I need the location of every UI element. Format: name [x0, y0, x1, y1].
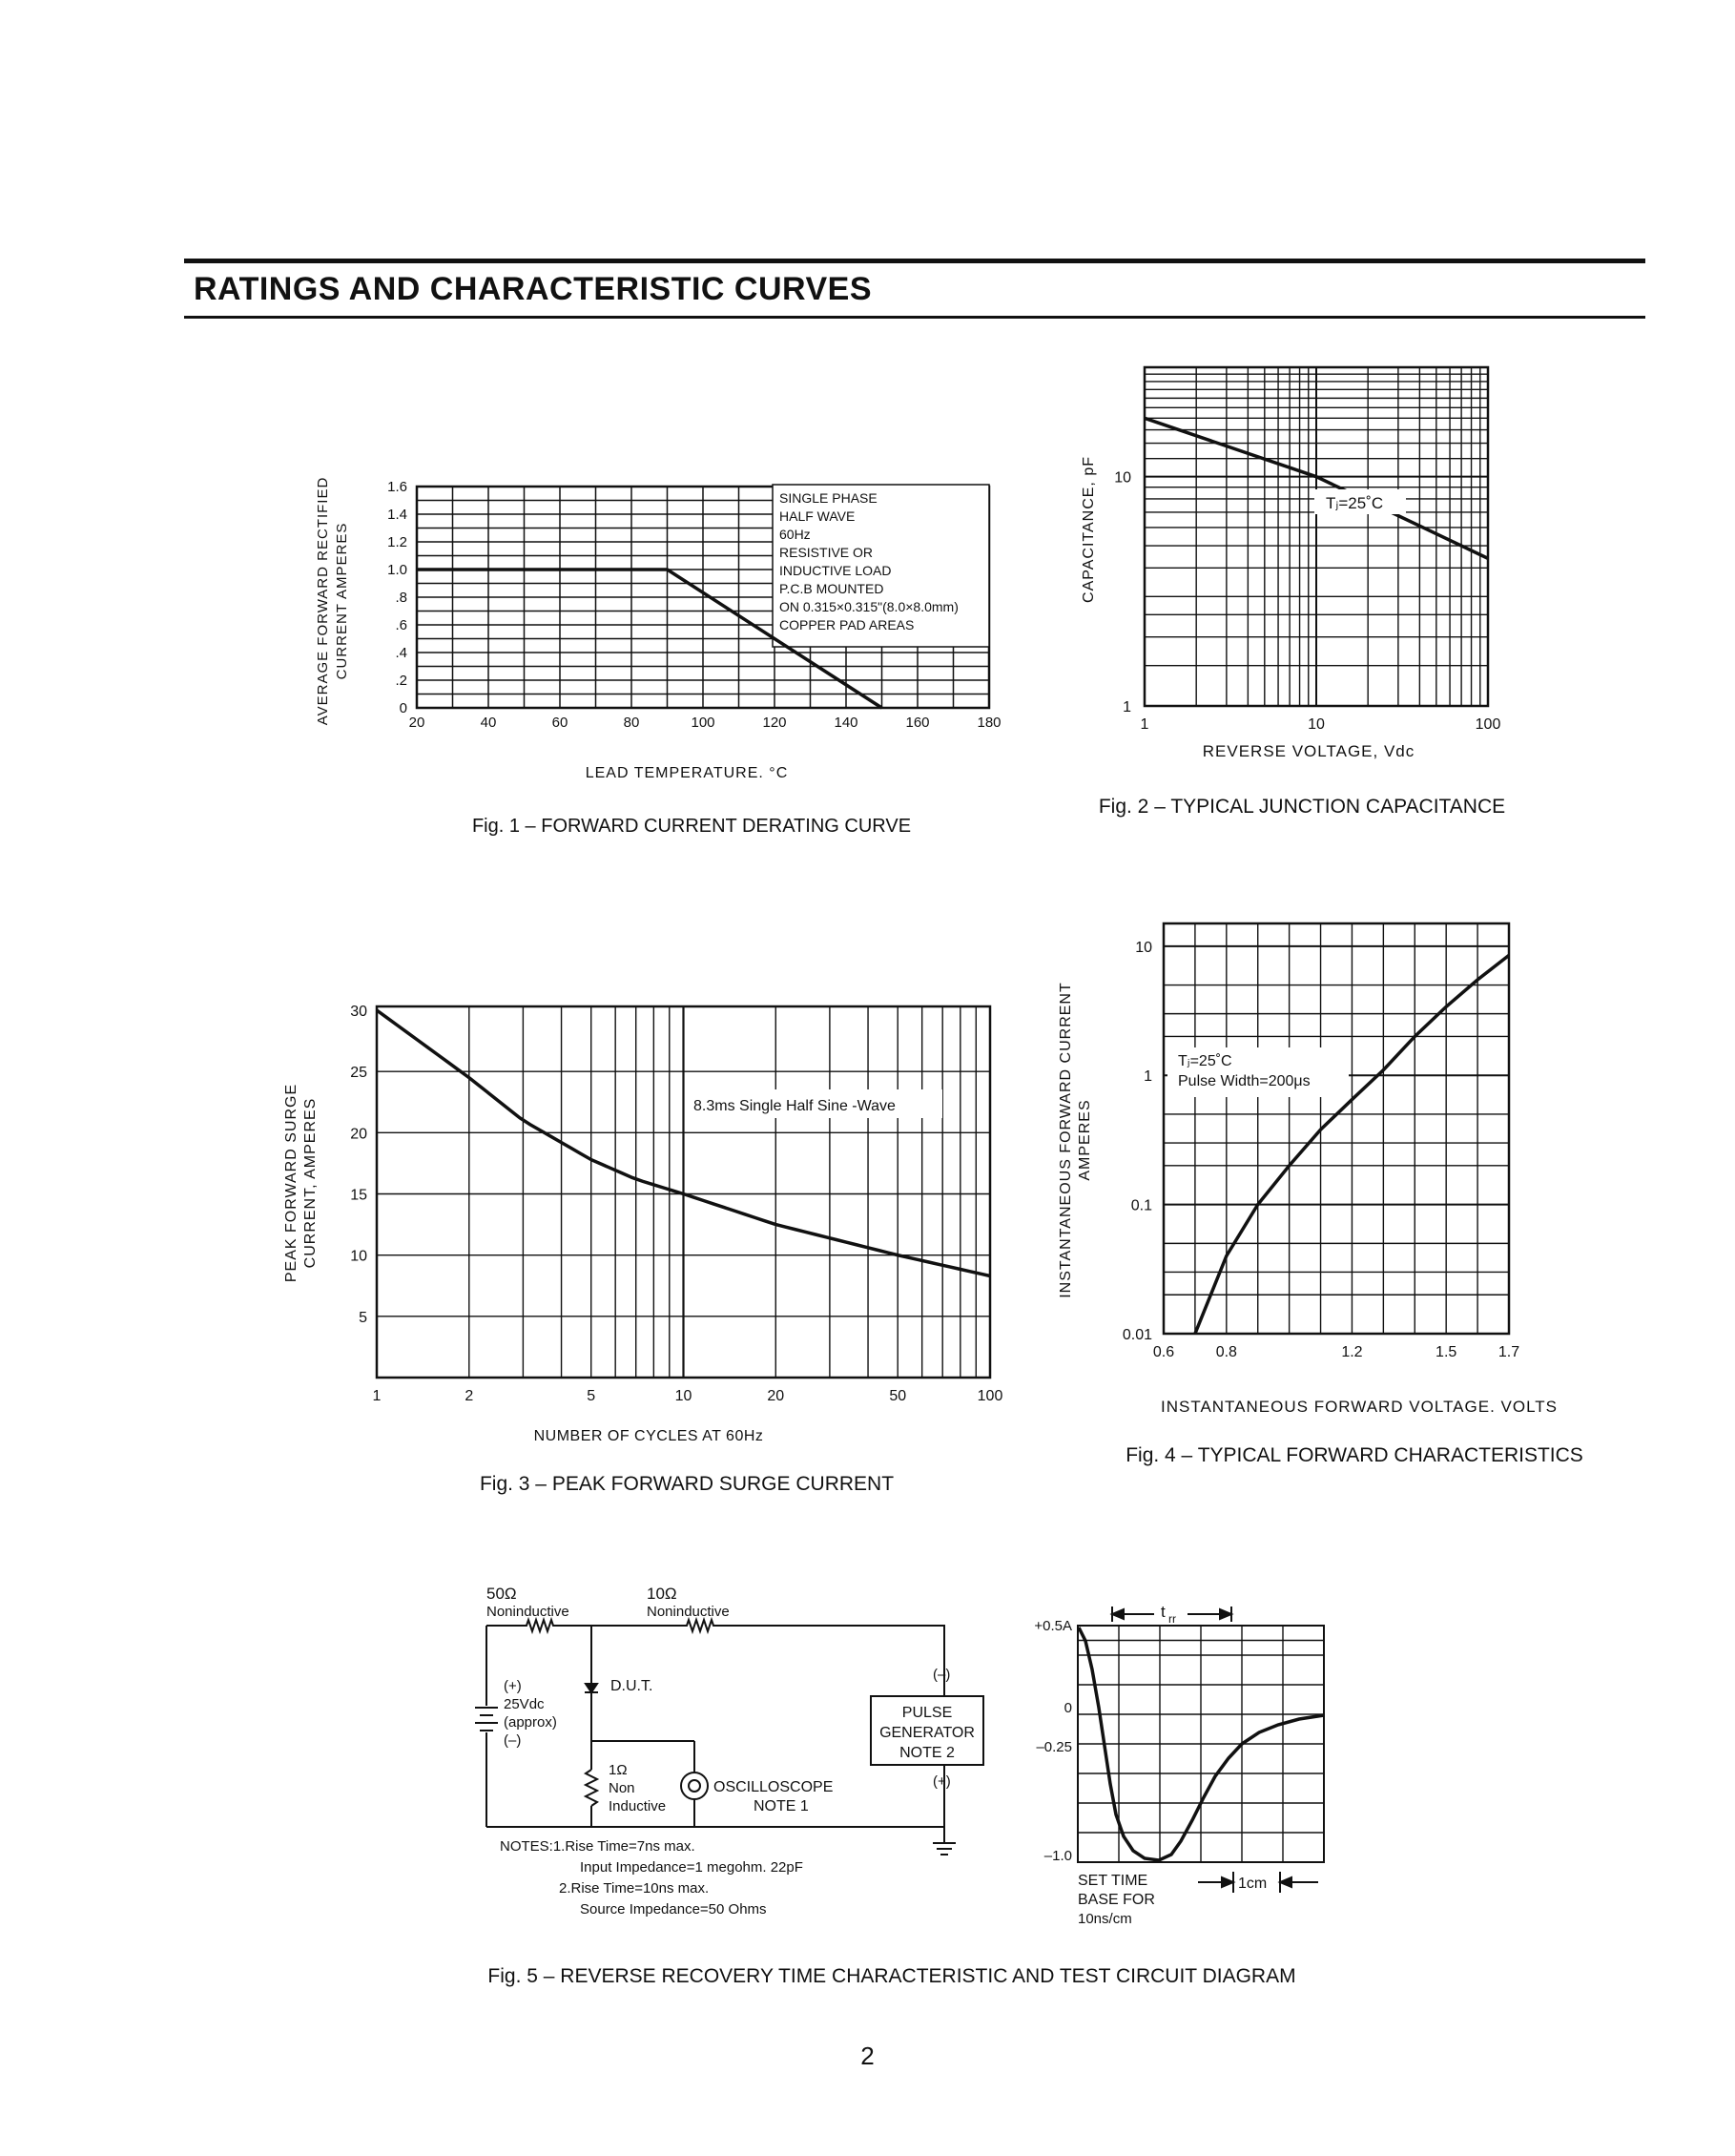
fig2-x-tick: 100 — [1475, 716, 1501, 733]
fig3-y-tick: 25 — [350, 1065, 367, 1082]
fig3-y-tick: 5 — [359, 1309, 367, 1326]
fig1-x-tick: 140 — [834, 715, 858, 731]
supply-minus: (–) — [504, 1732, 522, 1749]
fig3-x-tick: 20 — [767, 1388, 785, 1404]
fig4-annotation-1: Tⱼ=25˚C — [1178, 1053, 1232, 1069]
fig1-x-tick: 20 — [408, 715, 425, 731]
fig3-x-tick: 1 — [372, 1388, 382, 1404]
fig2-x-ticks — [1141, 716, 1501, 733]
fig1-caption: Fig. 1 – FORWARD CURRENT DERATING CURVE — [471, 816, 912, 837]
fig3-y-tick: 30 — [350, 1004, 367, 1020]
fig1-y-tick: .2 — [395, 673, 407, 689]
fig1-note: INDUCTIVE LOAD — [779, 563, 892, 578]
fig4-y-tick: 10 — [1135, 939, 1152, 956]
fig3-ylabel-1: PEAK FORWARD SURGE — [283, 1083, 299, 1283]
fig3-surge-chart — [277, 983, 1030, 1495]
wave-tick-minus025: –0.25 — [1036, 1739, 1072, 1755]
fig1-x-tick: 60 — [551, 715, 568, 731]
dut-label: D.U.T. — [610, 1678, 653, 1694]
fig3-x-tick: 10 — [674, 1388, 692, 1404]
r50-value: 50Ω — [486, 1585, 517, 1603]
fig4-y-ticks — [1123, 940, 1152, 1343]
fig4-ylabel-2: AMPERES — [1077, 1099, 1093, 1181]
fig3-y-tick: 15 — [350, 1187, 367, 1204]
pulse-gen-line3: NOTE 2 — [899, 1745, 955, 1761]
fig4-x-tick: 1.7 — [1497, 1344, 1520, 1360]
supply-voltage: 25Vdc — [504, 1696, 545, 1712]
fig4-annotation-2: Pulse Width=200μs — [1178, 1073, 1311, 1089]
fig1-x-tick: 40 — [480, 715, 497, 731]
set-time-3: 10ns/cm — [1078, 1911, 1132, 1927]
fig4-forward-chart — [1049, 916, 1583, 1469]
pulse-gen-line2: GENERATOR — [879, 1725, 975, 1741]
r1-line2: Non — [609, 1780, 635, 1796]
fig3-x-tick: 2 — [465, 1388, 474, 1404]
fig2-capacitance-chart — [1059, 358, 1555, 825]
fig3-grid — [377, 1006, 990, 1378]
fig1-y-tick: 0 — [399, 700, 407, 716]
fig3-x-ticks — [373, 1388, 1003, 1404]
fig3-y-tick: 20 — [350, 1126, 367, 1143]
note-1: NOTES:1.Rise Time=7ns max. — [500, 1838, 695, 1855]
fig1-y-tick: 1.6 — [387, 479, 407, 495]
fig1-note: SINGLE PHASE — [779, 490, 878, 506]
fig5-caption: Fig. 5 – REVERSE RECOVERY TIME CHARACTERISTIC AND TEST CIRCUIT DIAGRAM — [487, 1965, 1296, 1987]
fig1-note: HALF WAVE — [779, 508, 856, 524]
pulse-minus-label: (–) — [933, 1667, 951, 1683]
fig1-y-tick: 1.2 — [387, 534, 407, 550]
fig4-x-tick: 1.2 — [1341, 1344, 1363, 1360]
r10-value: 10Ω — [647, 1585, 677, 1603]
note-2: Input Impedance=1 megohm. 22pF — [580, 1859, 803, 1876]
fig1-x-tick: 80 — [623, 715, 640, 731]
fig2-annotation: Tⱼ=25˚C — [1326, 494, 1384, 512]
fig3-x-tick: 5 — [587, 1388, 596, 1404]
note-3: 2.Rise Time=10ns max. — [559, 1880, 710, 1897]
fig3-annotation: 8.3ms Single Half Sine -Wave — [693, 1098, 896, 1114]
fig1-xlabel: LEAD TEMPERATURE. °C — [585, 765, 789, 781]
pulse-plus-label: (+) — [933, 1773, 951, 1790]
fig1-y-ticks — [387, 479, 407, 716]
fig3-xlabel: NUMBER OF CYCLES AT 60Hz — [533, 1428, 764, 1444]
fig4-y-tick: 1 — [1144, 1068, 1152, 1086]
wave-tick-minus1: –1.0 — [1043, 1848, 1072, 1864]
fig3-ylabel-2: CURRENT, AMPERES — [302, 1097, 319, 1269]
page-title: RATINGS AND CHARACTERISTIC CURVES — [194, 271, 873, 307]
fig1-note: P.C.B MOUNTED — [779, 581, 884, 596]
wave-tick-zero: 0 — [1064, 1700, 1072, 1716]
fig2-x-tick: 1 — [1140, 716, 1149, 733]
page-number: 2 — [860, 2042, 875, 2070]
note-4: Source Impedance=50 Ohms — [580, 1901, 767, 1918]
trr-label: t — [1161, 1603, 1166, 1621]
fig3-caption: Fig. 3 – PEAK FORWARD SURGE CURRENT — [479, 1473, 895, 1495]
fig2-y-tick: 10 — [1114, 469, 1131, 487]
fig2-y-ticks — [1114, 470, 1131, 715]
fig1-x-tick: 160 — [905, 715, 930, 731]
fig2-xlabel: REVERSE VOLTAGE, Vdc — [1202, 742, 1415, 760]
fig1-ylabel-1: AVERAGE FORWARD RECTIFIED — [315, 476, 331, 726]
r1-line3: Inductive — [609, 1798, 667, 1814]
fig1-y-tick: 1.4 — [387, 507, 407, 523]
fig4-ylabel-1: INSTANTANEOUS FORWARD CURRENT — [1058, 982, 1074, 1298]
fig4-x-tick: 1.5 — [1436, 1344, 1457, 1360]
fig1-note: ON 0.315×0.315"(8.0×8.0mm) — [779, 599, 959, 614]
fig1-derating-chart — [305, 458, 1030, 859]
supply-plus: (+) — [504, 1678, 522, 1694]
header-rule-top — [184, 259, 1645, 263]
fig1-y-tick: .4 — [395, 645, 407, 661]
scope-note: NOTE 1 — [754, 1798, 809, 1814]
fig1-x-tick: 180 — [977, 715, 1002, 731]
fig1-note: 60Hz — [779, 527, 811, 542]
fig2-grid — [1145, 367, 1488, 706]
waveform-grid — [1078, 1626, 1324, 1862]
wave-tick-plus05: +0.5A — [1034, 1618, 1072, 1634]
scope-label: OSCILLOSCOPE — [713, 1779, 834, 1795]
fig4-x-ticks — [1153, 1344, 1519, 1360]
fig1-y-tick: .6 — [395, 617, 407, 633]
fig4-caption: Fig. 4 – TYPICAL FORWARD CHARACTERISTICS — [1126, 1444, 1583, 1466]
fig1-y-tick: 1.0 — [387, 562, 407, 578]
fig3-x-tick: 100 — [977, 1388, 1003, 1404]
fig3-y-tick: 10 — [350, 1248, 367, 1265]
set-time-2: BASE FOR — [1078, 1892, 1155, 1908]
r10-desc: Noninductive — [647, 1604, 730, 1620]
fig1-x-tick: 100 — [691, 715, 715, 731]
fig2-ylabel: CAPACITANCE, pF — [1081, 456, 1097, 603]
fig1-ylabel-2: CURRENT AMPERES — [334, 522, 350, 680]
fig4-xlabel: INSTANTANEOUS FORWARD VOLTAGE. VOLTS — [1160, 1398, 1559, 1416]
fig4-x-tick: 0.8 — [1215, 1344, 1237, 1360]
fig3-y-ticks — [350, 1004, 367, 1326]
fig2-y-tick: 1 — [1123, 699, 1131, 715]
fig1-x-tick: 120 — [762, 715, 787, 731]
supply-approx: (approx) — [504, 1714, 557, 1731]
fig4-grid — [1164, 923, 1509, 1334]
fig2-x-tick: 10 — [1308, 716, 1325, 733]
fig4-y-tick: 0.1 — [1130, 1197, 1152, 1214]
r50-desc: Noninductive — [486, 1604, 569, 1620]
fig4-y-tick: 0.01 — [1122, 1327, 1152, 1343]
fig1-y-tick: .8 — [395, 590, 407, 606]
fig3-x-tick: 50 — [889, 1388, 907, 1404]
fig1-x-ticks — [409, 715, 1002, 731]
header-rule-bottom — [184, 316, 1645, 319]
trr-sub: rr — [1168, 1612, 1176, 1626]
fig4-x-tick: 0.6 — [1152, 1344, 1175, 1360]
fig2-caption: Fig. 2 – TYPICAL JUNCTION CAPACITANCE — [1098, 796, 1506, 818]
r1-value: 1Ω — [609, 1762, 628, 1778]
scale-1cm-label: 1cm — [1238, 1876, 1268, 1892]
pulse-gen-line1: PULSE — [901, 1705, 953, 1721]
fig1-note: COPPER PAD AREAS — [779, 617, 915, 632]
fig5-recovery-diagram — [467, 1565, 1345, 2013]
set-time-1: SET TIME — [1078, 1873, 1148, 1889]
fig1-note: RESISTIVE OR — [779, 545, 874, 560]
